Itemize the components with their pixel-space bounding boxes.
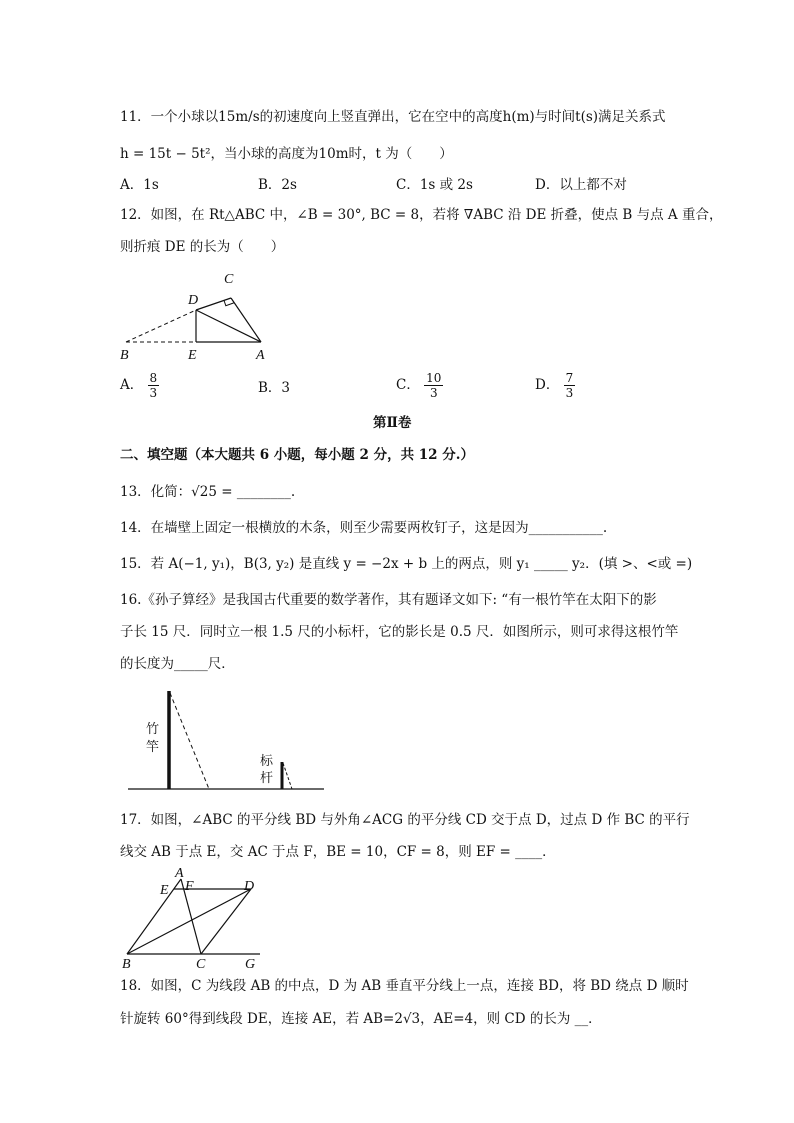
q12-option-c [396, 371, 443, 400]
q12-label-a: A [256, 348, 265, 363]
q18-line1: 18．如图，C 为线段 AB 的中点，D 为 AB 垂直平分线上一点，连接 BD，将 BD 绕点 D 顺时 [120, 978, 689, 994]
q12-option-c-den: 3 [429, 386, 438, 400]
q17-line1: 17．如图，∠ABC 的平分线 BD 与外角∠ACG 的平分线 CD 交于点 D，过点 D 作 BC 的平行 [120, 812, 690, 828]
q12-option-d [535, 371, 575, 400]
q11-option-c: C．1s 或 2s [396, 177, 473, 193]
q12-option-d-fraction [564, 371, 576, 400]
q12-option-d-label: D． [535, 377, 560, 393]
q11-line1: 11．一个小球以15m/s的初速度向上竖直弹出，它在空中的高度h(m)与时间t(s)满足关系式 [120, 109, 666, 125]
q16-line3: 的长度为_____尺． [120, 656, 235, 672]
q17-label-d: D [244, 879, 255, 894]
q13: 13．化简：√25 = ________. [120, 484, 296, 500]
q12-segment-ca [231, 298, 261, 342]
q12-segment-bd [126, 310, 196, 342]
q12-option-a-fraction [148, 371, 160, 400]
q12-option-a-label: A． [120, 377, 144, 393]
q17-segment-ba [127, 879, 181, 954]
q16-figure [120, 685, 330, 795]
q12-option-a [120, 371, 159, 400]
q16-label-rod-1: 标 [260, 754, 274, 769]
q12-figure [118, 266, 278, 366]
q17-segment-bd [127, 889, 251, 954]
q11-option-a: A．1s [120, 177, 159, 193]
q17-label-a: A [175, 866, 184, 881]
q16-rod-shadow-ray [283, 763, 292, 789]
q12-option-d-den: 3 [565, 386, 574, 400]
q12-option-c-num: 10 [426, 371, 442, 385]
q17-label-b: B [122, 957, 131, 972]
q18-line2: 针旋转 60°得到线段 DE，连接 AE，若 AB=2√3，AE=4，则 CD 的长为 __． [120, 1011, 602, 1027]
q12-option-b: B．3 [258, 380, 291, 396]
q12-label-d: D [188, 293, 199, 308]
q15: 15．若 A(−1, y₁)，B(3, y₂) 是直线 y = −2x + b 上的两点，则 y₁ _____ y₂．(填 >、<或 =) [120, 556, 693, 572]
q12-option-d-num: 7 [565, 371, 574, 385]
q16-label-pole-2: 竿 [146, 740, 160, 755]
q16-line2: 子长 15 尺．同时立一根 1.5 尺的小标杆，它的影长是 0.5 尺．如图所示，则可求得这根竹竿 [120, 624, 679, 640]
q11-line2: h = 15t − 5t²，当小球的高度为10m时，t 为（ ） [120, 146, 453, 162]
q12-option-c-label: C． [396, 377, 420, 393]
q12-right-angle-mark [224, 300, 234, 305]
q12-segment-da [196, 310, 261, 342]
q16-line1: 16.《孙子算经》是我国古代重要的数学著作，其有题译文如下: “有一根竹竿在太阳下的影 [120, 592, 657, 608]
q16-pole-shadow-ray [170, 693, 209, 789]
part2-title: 第Ⅱ卷 [373, 415, 412, 431]
q12-line2: 则折痕 DE 的长为（ ） [120, 239, 285, 255]
q12-line1: 12．如图，在 Rt△ABC 中，∠B = 30°, BC = 8，若将 ∇ABC 沿 DE 折叠，使点 B 与点 A 重合， [120, 207, 723, 223]
q17-label-g: G [245, 957, 256, 972]
q12-option-c-fraction [424, 371, 443, 400]
q12-option-a-num: 8 [149, 371, 158, 385]
q12-option-a-den: 3 [149, 386, 158, 400]
q16-label-pole-1: 竹 [146, 722, 160, 737]
q16-label-rod-2: 杆 [260, 771, 274, 786]
q11-option-d: D．以上都不对 [535, 177, 627, 193]
section2-heading: 二、填空题（本大题共 6 小题，每小题 2 分，共 12 分.） [120, 447, 474, 463]
q12-label-c: C [224, 272, 234, 287]
q17-label-f: F [185, 879, 194, 894]
q14: 14．在墙壁上固定一根横放的木条，则至少需要两枚钉子，这是因为___________. [120, 520, 608, 536]
q17-figure [118, 866, 278, 971]
q12-label-e: E [188, 348, 197, 363]
q17-label-e: E [160, 883, 169, 898]
q12-label-b: B [120, 348, 129, 363]
q17-segment-cd [201, 889, 251, 954]
q17-label-c: C [196, 957, 206, 972]
q17-line2: 线交 AB 于点 E，交 AC 于点 F，BE = 10，CF = 8，则 EF = ____． [120, 844, 556, 860]
q11-option-b: B．2s [258, 177, 297, 193]
